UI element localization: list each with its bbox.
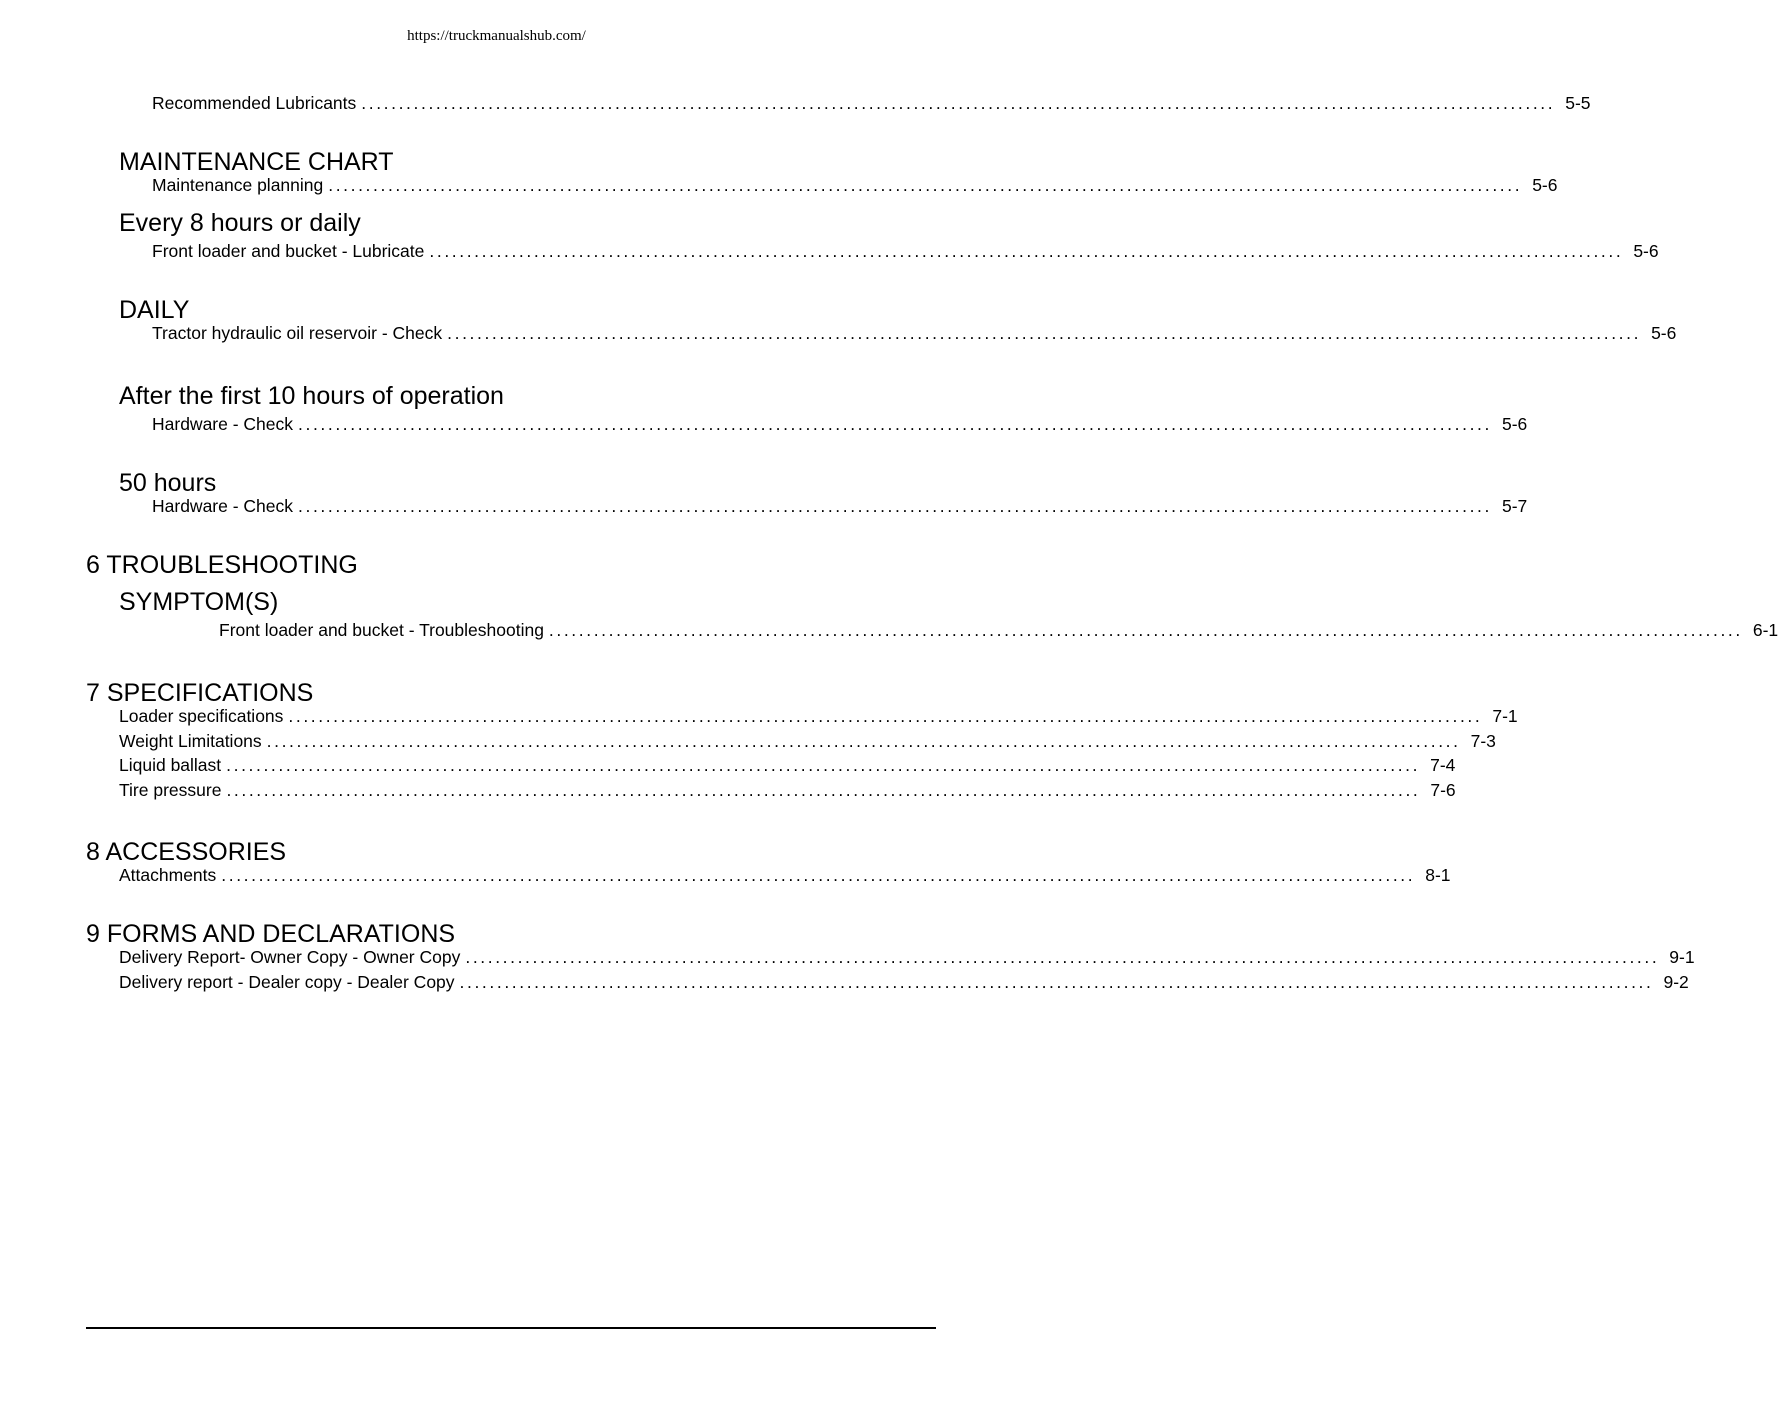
- toc-entry-title: Recommended Lubricants: [152, 93, 357, 113]
- toc-dot-leader: ................................................................................................................................................................: [361, 93, 1556, 113]
- toc-entry-title: Weight Limitations: [119, 731, 262, 751]
- toc-entry[interactable]: [119, 864, 1451, 886]
- toc-entry-page: 7-1: [1492, 706, 1518, 726]
- footer-rule: [86, 1327, 936, 1329]
- toc-entry-page: 7-4: [1430, 755, 1456, 775]
- toc-dot-leader: ................................................................................................................................................................: [429, 241, 1624, 261]
- toc-entry-title: Tire pressure: [119, 780, 222, 800]
- toc-entry[interactable]: [119, 946, 1695, 968]
- chapter-heading: 6 TROUBLESHOOTING: [86, 551, 358, 579]
- section-heading: 50 hours: [119, 469, 217, 497]
- section-heading: SYMPTOM(S): [119, 588, 279, 616]
- toc-entry[interactable]: [119, 971, 1689, 993]
- toc-dot-leader: ................................................................................................................................................................: [459, 972, 1654, 992]
- toc-entry-page: 5-6: [1633, 241, 1659, 261]
- toc-entry-page: 5-6: [1501, 414, 1528, 434]
- toc-entry[interactable]: [119, 754, 1456, 776]
- toc-entry[interactable]: [152, 92, 1591, 114]
- toc-entry-page: 5-6: [1651, 323, 1677, 343]
- toc-entry-page: 5-7: [1501, 496, 1528, 516]
- toc-entry-page: 7-3: [1470, 731, 1496, 751]
- toc-entry-title: Liquid ballast: [119, 755, 222, 775]
- toc-entry[interactable]: [219, 619, 1778, 641]
- source-url[interactable]: https://truckmanualshub.com/: [407, 28, 586, 44]
- toc-entry-page: 7-6: [1430, 780, 1456, 800]
- section-heading: MAINTENANCE CHART: [119, 148, 394, 176]
- toc-entry-page: 9-1: [1669, 947, 1695, 967]
- toc-entry-title: Delivery Report- Owner Copy - Owner Copy: [119, 947, 461, 967]
- toc-entry-title: Hardware - Check: [152, 414, 294, 434]
- toc-entry-page: 8-1: [1425, 865, 1451, 885]
- toc-entry[interactable]: [152, 174, 1558, 196]
- section-heading: After the first 10 hours of operation: [119, 382, 504, 410]
- toc-dot-leader: ................................................................................................................................................................: [288, 706, 1483, 726]
- toc-entry[interactable]: [152, 413, 1528, 435]
- toc-entry-page: 6-1: [1752, 620, 1778, 640]
- toc-entry-title: Hardware - Check: [152, 496, 294, 516]
- toc-entry-title: Delivery report - Dealer copy - Dealer Copy: [119, 972, 455, 992]
- chapter-heading: 9 FORMS AND DECLARATIONS: [86, 920, 456, 948]
- chapter-heading: 8 ACCESSORIES: [86, 838, 287, 866]
- section-heading: DAILY: [119, 296, 190, 324]
- toc-entry[interactable]: [152, 322, 1677, 344]
- toc-entry-title: Tractor hydraulic oil reservoir - Check: [152, 323, 443, 343]
- toc-entry-title: Attachments: [119, 865, 217, 885]
- toc-dot-leader: ................................................................................................................................................................: [266, 731, 1461, 751]
- toc-dot-leader: ................................................................................................................................................................: [447, 323, 1642, 343]
- toc-entry-page: 5-6: [1532, 175, 1558, 195]
- toc-entry-title: Loader specifications: [119, 706, 284, 726]
- toc-entry-page: 5-5: [1565, 93, 1591, 113]
- toc-dot-leader: ................................................................................................................................................................: [465, 947, 1660, 967]
- chapter-heading: 7 SPECIFICATIONS: [86, 679, 314, 707]
- toc-entry[interactable]: [152, 495, 1528, 517]
- toc-dot-leader: ................................................................................................................................................................: [226, 755, 1421, 775]
- toc-entry-page: 9-2: [1663, 972, 1689, 992]
- toc-entry[interactable]: [119, 705, 1518, 727]
- toc-dot-leader: ................................................................................................................................................................: [226, 780, 1421, 800]
- toc-entry[interactable]: [119, 730, 1496, 752]
- toc-dot-leader: ................................................................................................................................................................: [221, 865, 1416, 885]
- toc-entry-title: Front loader and bucket - Lubricate: [152, 241, 425, 261]
- toc-dot-leader: ................................................................................................................................................................: [548, 620, 1743, 640]
- section-heading: Every 8 hours or daily: [119, 209, 361, 237]
- toc-entry-title: Front loader and bucket - Troubleshooting: [219, 620, 544, 640]
- toc-dot-leader: ................................................................................................................................................................: [328, 175, 1523, 195]
- toc-entry[interactable]: [119, 779, 1456, 801]
- toc-entry[interactable]: [152, 240, 1659, 262]
- toc-entry-title: Maintenance planning: [152, 175, 324, 195]
- toc-dot-leader: ................................................................................................................................................................: [298, 496, 1492, 516]
- toc-dot-leader: ................................................................................................................................................................: [298, 414, 1492, 434]
